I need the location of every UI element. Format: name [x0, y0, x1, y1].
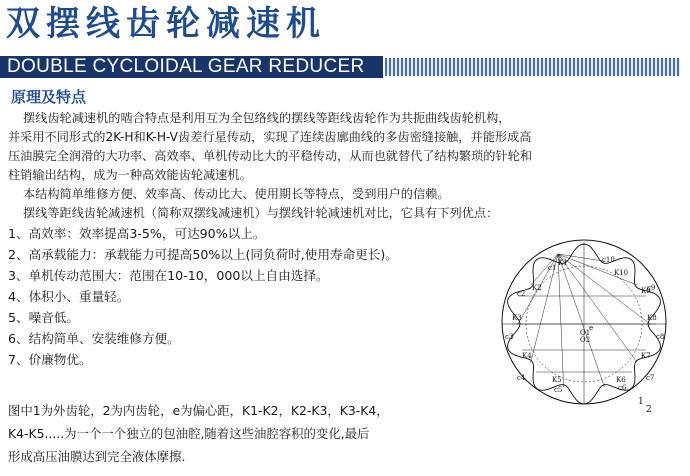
label-c9: c9 — [647, 284, 656, 292]
label-o2: O2 — [580, 336, 591, 344]
label-c1: c1 — [548, 264, 557, 272]
feature-item: 2、高承载能力：承载能力可提高50%以上(同负荷时,使用寿命更长)。 — [8, 247, 398, 262]
feature-item: 1、高效率：效率提高3-5%，可达90%以上。 — [8, 226, 266, 241]
english-title: DOUBLE CYCLOIDAL GEAR REDUCER — [7, 56, 365, 77]
label-k7: K7 — [641, 352, 651, 360]
label-c6: c6 — [618, 384, 627, 392]
caption-line: 形成高压油膜达到完全液体摩擦. — [8, 449, 186, 464]
label-c4: c4 — [517, 374, 526, 382]
label-2: 2 — [646, 405, 652, 414]
intro-line: 摆线齿轮减速机的啮合特点是利用互为全包络线的摆线等距线齿轮作为共扼曲线齿轮机构， — [23, 111, 511, 125]
section-title: 原理及特点 — [11, 88, 87, 106]
intro-line: 摆线等距线齿轮减速机（简称双摆线减速机）与摆线针轮减速机对比，它具有下列优点： — [23, 206, 499, 220]
page-title: 双摆线齿轮减速机 — [6, 4, 326, 44]
label-e: e — [589, 324, 594, 332]
intro-line: 压油膜完全润滑的大功率、高效率、单机传动比大的平稳传动，从而也就替代了结构繁琐的针轮和 — [8, 149, 533, 163]
label-k3: K3 — [512, 314, 522, 322]
caption-line: K4-K5.....为一个一个独立的包油腔,随着这些油腔容积的变化,最后 — [8, 426, 370, 441]
label-k2: K2 — [532, 284, 542, 292]
intro-line: 柱销输出结构，成为一种高效能齿轮减速机。 — [8, 168, 252, 182]
label-c5: c5 — [554, 386, 563, 394]
intro-line: 本结构简单维修方便、效率高、传动比大、使用期长等特点，受到用户的信赖。 — [23, 187, 450, 201]
feature-item: 5、噪音低。 — [8, 310, 79, 325]
label-o1: O1 — [580, 329, 591, 337]
label-c3: c3 — [505, 333, 514, 341]
label-k6: K6 — [616, 376, 626, 384]
label-k10: K10 — [614, 269, 629, 277]
label-k8: K8 — [647, 314, 657, 322]
label-c7: c7 — [646, 374, 655, 382]
label-c8: c8 — [656, 333, 665, 341]
label-k1: K1 — [558, 259, 568, 267]
label-k5: K5 — [552, 376, 562, 384]
label-1: 1 — [638, 397, 644, 407]
decorative-stripe — [385, 58, 680, 76]
intro-line: 并采用不同形式的2K-H和K-H-V齿差行星传动，实现了连续齿廓曲线的多齿密缝接触，并能形成高 — [8, 130, 532, 144]
feature-item: 3、单机传动范围大：范围在10-10，000以上自由选择。 — [8, 268, 329, 283]
feature-item: 7、价廉物优。 — [8, 352, 92, 367]
label-c10: c10 — [602, 256, 615, 264]
feature-item: 4、体积小、重量轻。 — [8, 289, 130, 304]
title-banner — [0, 56, 383, 78]
caption-line: 图中1为外齿轮，2为内齿轮，e为偏心距，K1-K2，K2-K3，K3-K4， — [8, 403, 389, 418]
gear-diagram — [496, 232, 690, 414]
label-k9: K9 — [641, 287, 651, 295]
feature-item: 6、结构简单、安装维修方便。 — [8, 331, 180, 346]
label-k4: K4 — [522, 352, 532, 360]
label-c2: c2 — [517, 290, 526, 298]
